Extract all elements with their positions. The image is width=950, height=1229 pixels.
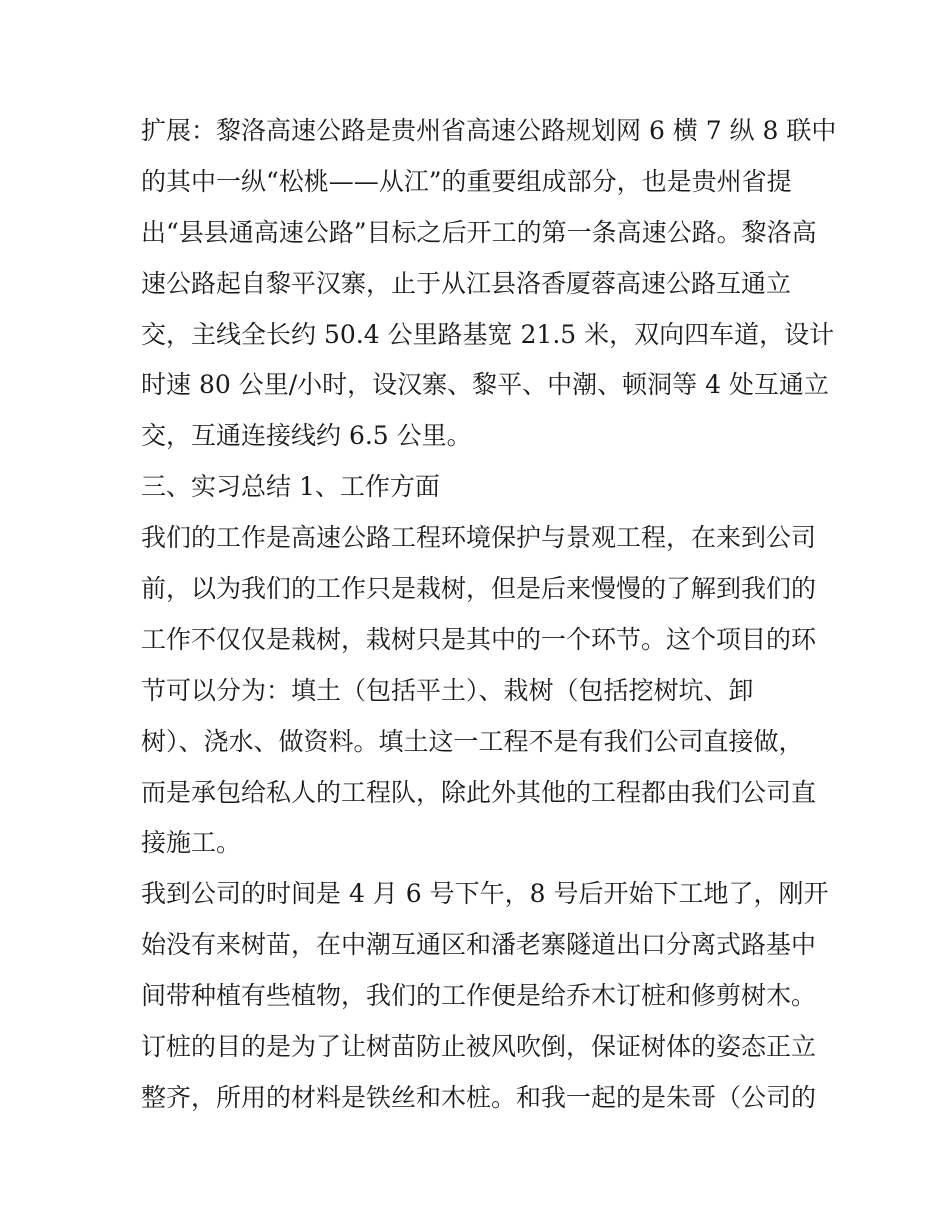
text-line: 交，主线全长约 50.4 公里路基宽 21.5 米，双向四车道，设计 (141, 319, 835, 349)
text-line: 间带种植有些植物，我们的工作便是给乔木订桩和修剪树木。 (141, 981, 817, 1011)
text-line: 我到公司的时间是 4 月 6 号下午，8 号后开始下工地了，刚开 (141, 879, 829, 909)
text-line: 速公路起自黎平汉寨，止于从江县洛香厦蓉高速公路互通立 (141, 268, 792, 298)
text-line: 出“县县通高速公路”目标之后开工的第一条高速公路。黎洛高 (141, 217, 817, 247)
body-text (141, 106, 841, 1124)
text-line: 我们的工作是高速公路工程环境保护与景观工程，在来到公司 (141, 523, 817, 553)
text-line: 树）、浇水、做资料。填土这一工程不是有我们公司直接做， (141, 726, 804, 756)
text-line: 时速 80 公里/小时，设汉寨、黎平、中潮、顿洞等 4 处互通立 (141, 370, 829, 400)
text-line: 前，以为我们的工作只是栽树，但是后来慢慢的了解到我们的 (141, 574, 817, 604)
text-line: 整齐，所用的材料是铁丝和木桩。和我一起的是朱哥（公司的 (141, 1082, 817, 1112)
text-line: 工作不仅仅是栽树，栽树只是其中的一个环节。这个项目的环 (141, 624, 817, 654)
section-heading: 三、实习总结 1、工作方面 (141, 472, 440, 502)
text-line: 订桩的目的是为了让树苗防止被风吹倒，保证树体的姿态正立 (141, 1032, 817, 1062)
text-line: 扩展：黎洛高速公路是贵州省高速公路规划网 6 横 7 纵 8 联中 (141, 116, 837, 145)
text-line: 始没有来树苗，在中潮互通区和潘老寨隧道出口分离式路基中 (141, 930, 817, 960)
text-line: 的其中一纵“松桃——从江”的重要组成部分，也是贵州省提 (141, 166, 792, 196)
text-line: 而是承包给私人的工程队，除此外其他的工程都由我们公司直 (141, 777, 817, 807)
text-line: 接施工。 (141, 828, 242, 858)
text-line: 交，互通连接线约 6.5 公里。 (141, 421, 472, 451)
text-line: 节可以分为：填土（包括平土）、栽树（包括挖树坑、卸 (141, 675, 754, 705)
